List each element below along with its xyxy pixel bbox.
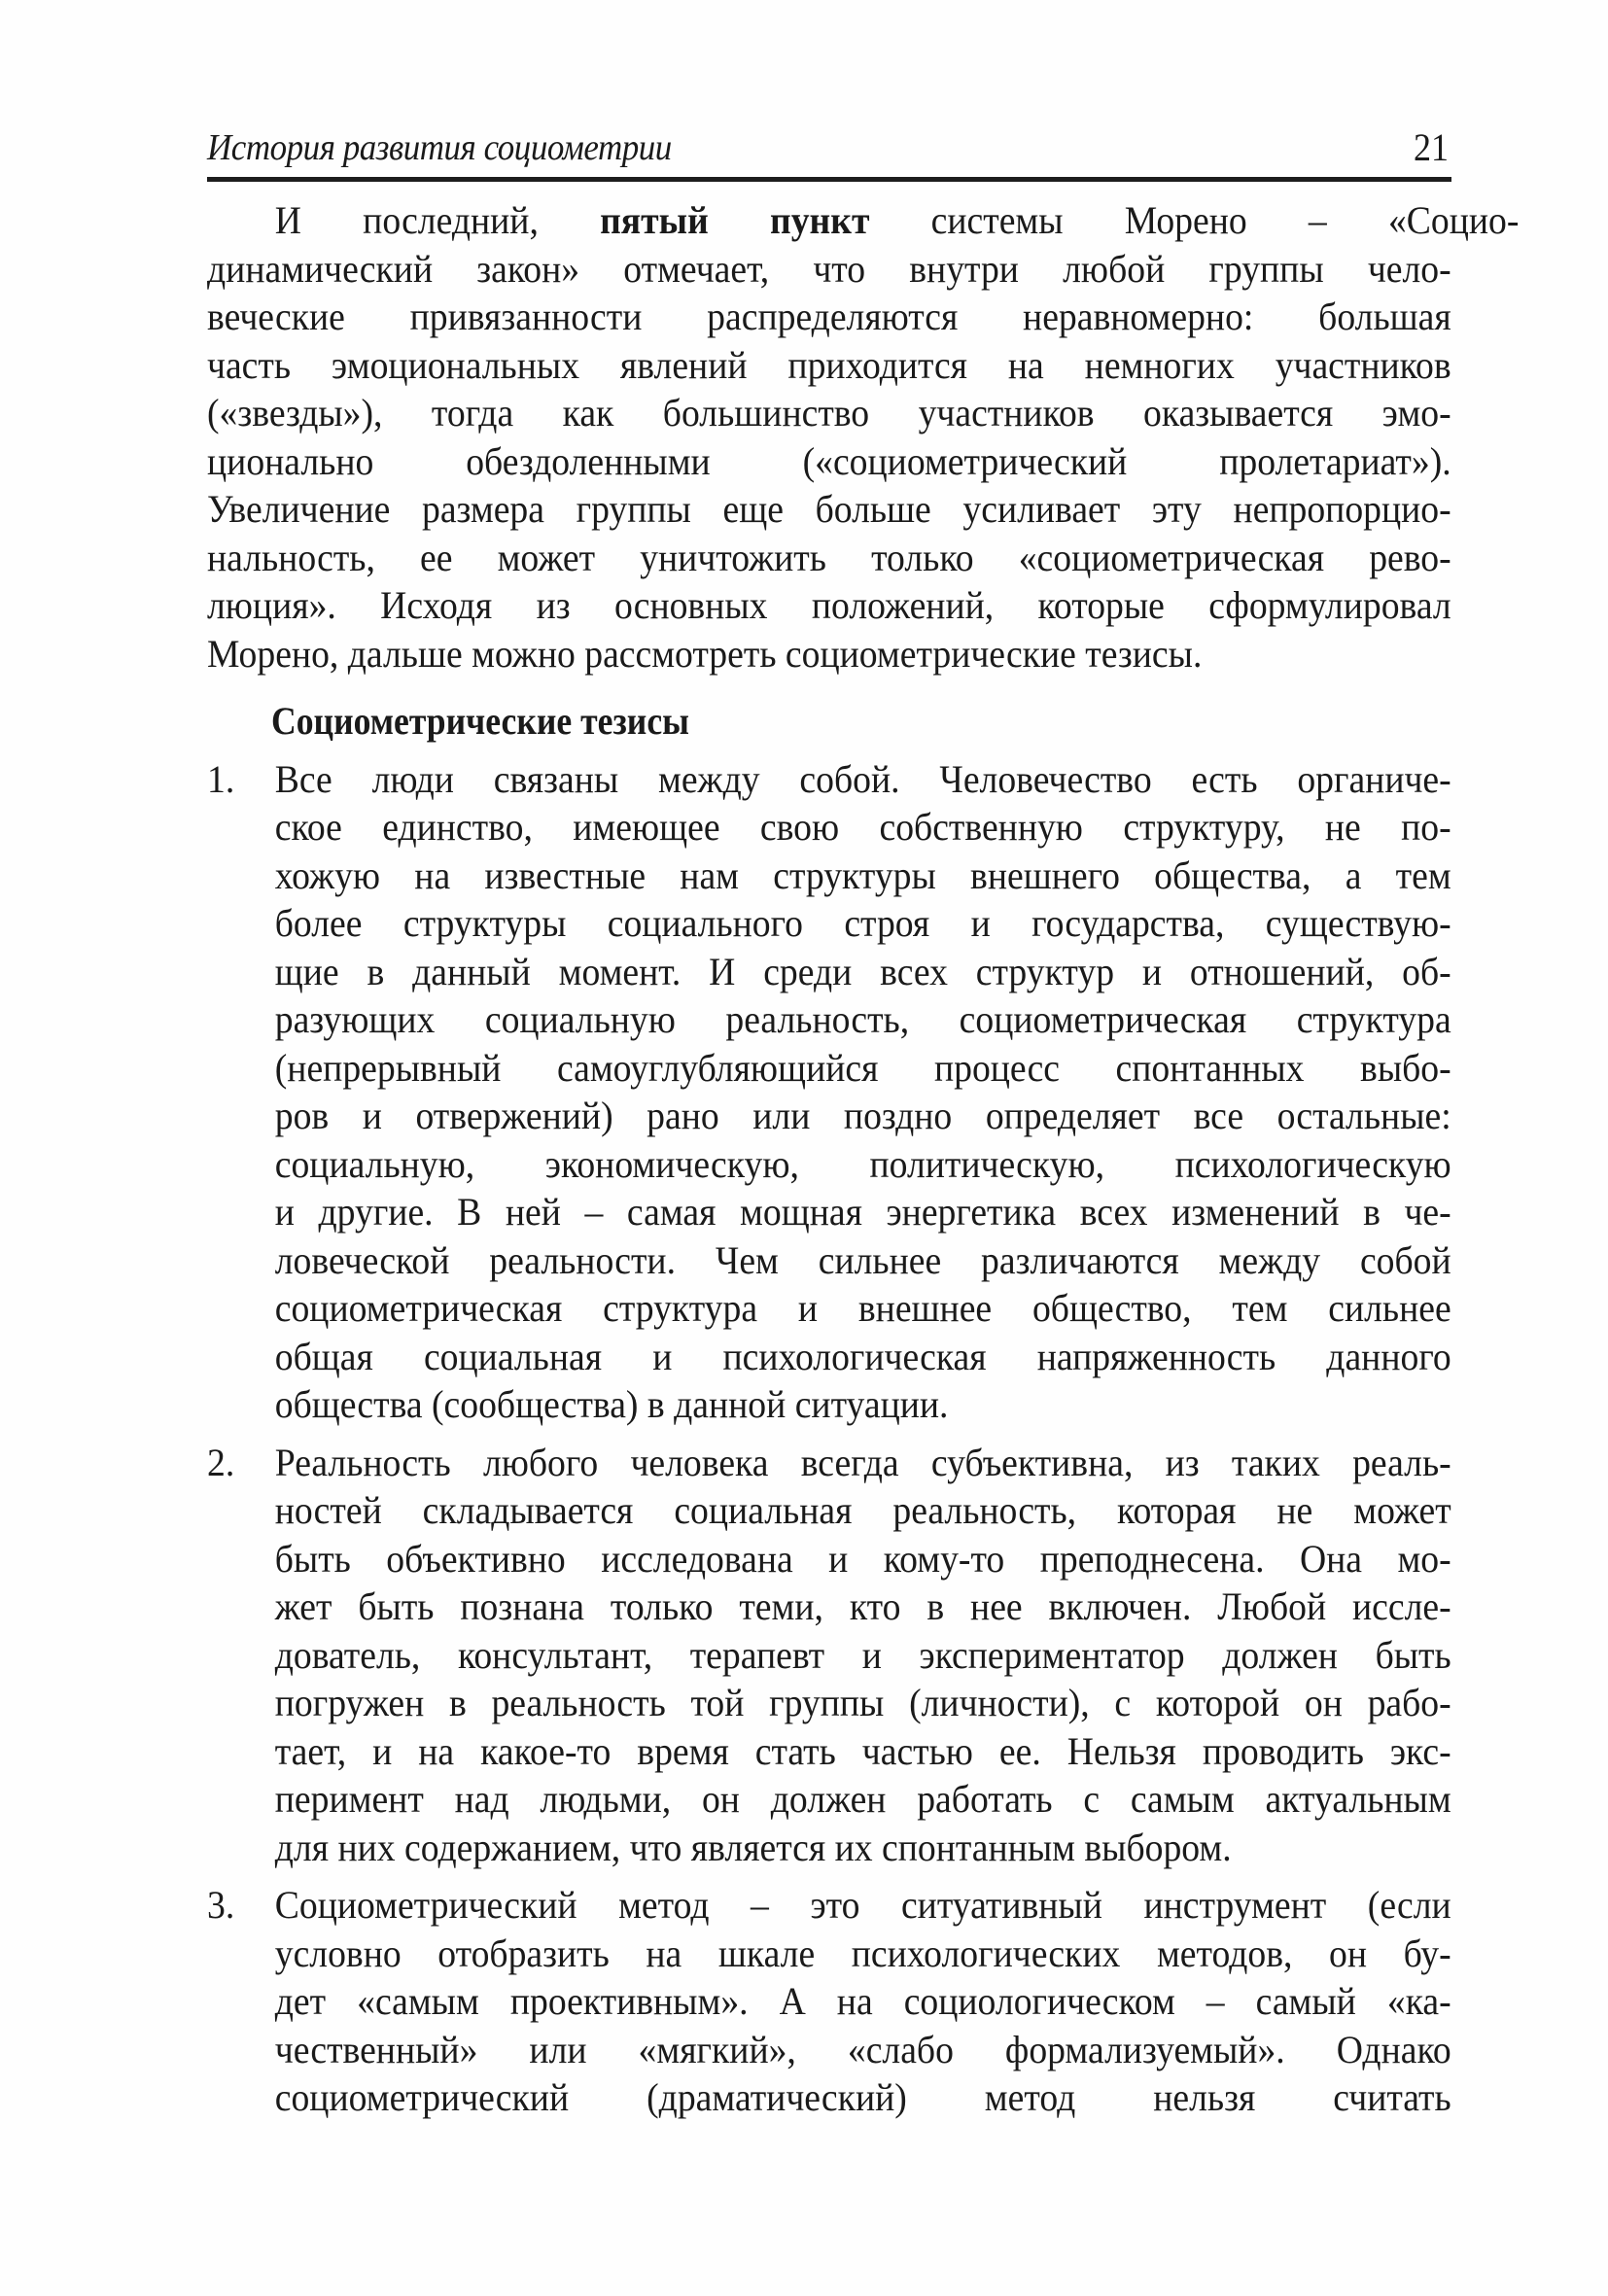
thesis-line: щие в данный момент. И среди всех структур и отношений, об- <box>274 949 1451 993</box>
list-number: 3. <box>207 1883 235 1927</box>
paragraph-line: Увеличение размера группы еще больше усиливает эту непропорцио- <box>207 487 1451 531</box>
thesis-line: разующих социальную реальность, социометрическая структура <box>274 997 1451 1041</box>
thesis-line: социальную, экономическую, политическую, психологическую <box>274 1141 1451 1186</box>
thesis-line: ловеческой реальности. Чем сильнее различаются между собой <box>274 1237 1451 1282</box>
header-rule <box>207 177 1451 182</box>
paragraph-line: ционально обездоленными («социометрический пролетариат»). <box>207 438 1451 483</box>
thesis-item <box>207 1881 1451 2122</box>
intro-paragraph <box>207 196 1520 678</box>
thesis-line: для них содержанием, что является их спонтанным выбором. <box>274 1825 1232 1869</box>
body-text <box>207 196 1520 2122</box>
thesis-item <box>207 755 1451 1429</box>
running-header <box>207 122 1449 181</box>
paragraph-line: люция». Исходя из основных положений, которые сформулировал <box>207 583 1451 627</box>
thesis-line: Все люди связаны между собой. Человечество есть органиче- <box>274 756 1451 801</box>
running-title: История развития социометрии <box>207 127 672 168</box>
paragraph-line: динамический закон» отмечает, что внутри любой группы чело- <box>207 246 1451 291</box>
thesis-line: ров и отвержений) рано или поздно определяет все остальные: <box>274 1094 1451 1137</box>
thesis-line: хожую на известные нам структуры внешнего общества, а тем <box>274 852 1451 897</box>
thesis-item <box>207 1439 1451 1872</box>
paragraph-line: веческие привязанности распределяются неравномерно: большая <box>207 295 1451 338</box>
thesis-line: (непрерывный самоуглубляющийся процесс спонтанных выбо- <box>274 1045 1451 1090</box>
thesis-line: чественный» или «мягкий», «слабо формализуемый». Однако <box>274 2027 1451 2071</box>
thesis-line: социометрический (драматический) метод нельзя считать <box>274 2075 1451 2119</box>
thesis-line: Реальность любого человека всегда субъективна, из таких реаль- <box>274 1440 1451 1484</box>
paragraph-line: нальность, ее может уничтожить только «социометрическая рево- <box>207 535 1451 579</box>
thesis-line: Социометрический метод – это ситуативный инструмент (если <box>274 1883 1451 1927</box>
paragraph-line <box>207 196 1519 245</box>
list-number: 2. <box>207 1440 235 1484</box>
thesis-line: условно отобразить на шкале психологических методов, он бу- <box>274 1931 1451 1975</box>
paragraph-line: часть эмоциональных явлений приходится на немногих участников <box>207 342 1451 387</box>
thesis-line: общая социальная и психологическая напряженность данного <box>274 1334 1451 1378</box>
thesis-line: жет быть познана только теми, кто в нее включен. Любой иссле- <box>274 1584 1451 1628</box>
thesis-line: дователь, консультант, терапевт и экспериментатор должен быть <box>274 1632 1451 1677</box>
thesis-line: ское единство, имеющее свою собственную структуру, не по- <box>274 805 1451 849</box>
thesis-line: быть объективно исследована и кому-то преподнесена. Она мо- <box>274 1536 1451 1581</box>
thesis-line: ностей складывается социальная реальность, которая не может <box>274 1488 1451 1532</box>
section-heading: Социометрические тезисы <box>271 699 689 743</box>
emphasis-text: пятый пункт <box>600 198 870 242</box>
thesis-line: и другие. В ней – самая мощная энергетика всех изменений в че- <box>274 1190 1451 1234</box>
page-number: 21 <box>1414 125 1449 169</box>
thesis-line: погружен в реальность той группы (личности), с которой он рабо- <box>274 1681 1451 1724</box>
thesis-line: дет «самым проективным». А на социологическом – самый «ка- <box>274 1979 1451 2023</box>
list-number: 1. <box>207 756 235 801</box>
thesis-line: более структуры социального строя и государства, существую- <box>274 901 1451 945</box>
text-run: И последний, <box>274 198 601 242</box>
thesis-line: общества (сообщества) в данной ситуации. <box>274 1382 949 1426</box>
paragraph-line: Морено, дальше можно рассмотреть социометрические тезисы. <box>207 631 1203 676</box>
thesis-line: перимент над людьми, он должен работать с самым актуальным <box>274 1777 1451 1821</box>
thesis-line: социометрическая структура и внешнее общество, тем сильнее <box>274 1286 1451 1330</box>
paragraph-line: («звезды»), тогда как большинство участников оказывается эмо- <box>207 391 1451 435</box>
theses-list <box>207 755 1451 2122</box>
thesis-line: тает, и на какое-то время стать частью ее. Нельзя проводить экс- <box>274 1728 1451 1773</box>
text-run: системы Морено – «Социо- <box>869 198 1520 242</box>
